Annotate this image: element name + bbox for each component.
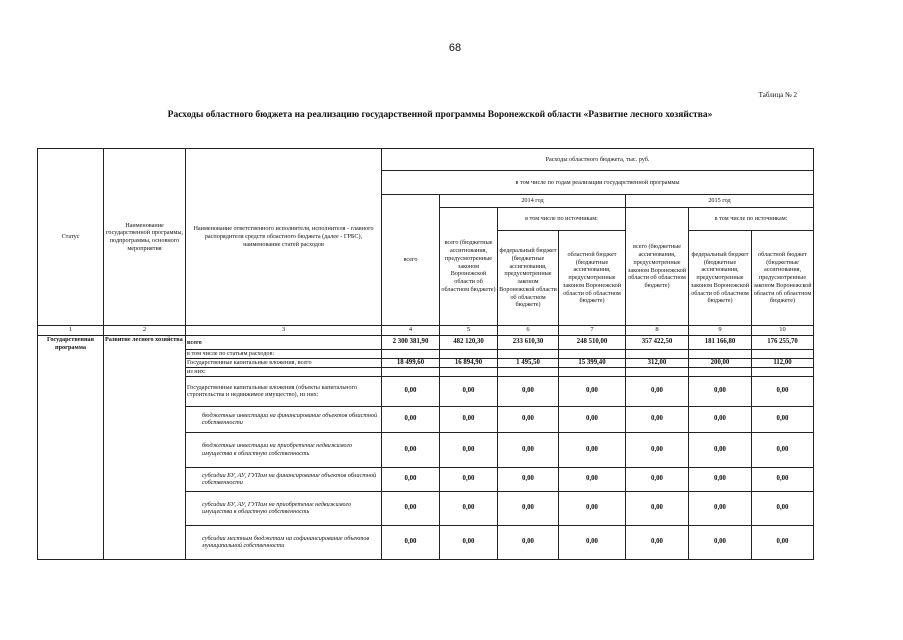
cell-total: 0,00 <box>382 406 440 432</box>
header-total: всего <box>382 195 440 326</box>
cell-2015-regional: 0,00 <box>752 432 814 467</box>
column-number: 7 <box>559 326 626 336</box>
header-2015-federal: федеральный бюджет (бюджетные ассигнования, предусмотренные законом Воронежской области об областном бюджете) <box>689 231 752 326</box>
header-2015-by-sources: в том числе по источникам: <box>689 208 814 231</box>
cell-2015-regional: 0,00 <box>752 525 814 559</box>
cell-2015-federal: 0,00 <box>689 525 752 559</box>
cell-2014-federal: 0,00 <box>498 491 559 525</box>
header-2014-federal: федеральный бюджет (бюджетные ассигнования, предусмотренные законом Воронежской области об областном бюджете) <box>498 231 559 326</box>
cell-2015-regional: 176 255,70 <box>752 336 814 350</box>
program-cell: Развитие лесного хозяйства <box>104 336 186 560</box>
cell-2015-total: 0,00 <box>626 432 689 467</box>
header-status: Статус <box>38 149 104 326</box>
row-label: субсидии БУ, АУ, ГУПам на приобретение недвижимого имущества в областную собственность <box>186 491 382 525</box>
cell-2014-total <box>440 368 498 377</box>
cell-2015-federal: 200,00 <box>689 358 752 367</box>
cell-2015-federal: 0,00 <box>689 491 752 525</box>
cell-2014-regional: 0,00 <box>559 376 626 406</box>
row-label: бюджетные инвестиции на приобретение недвижимого имущества в областную собственность <box>186 432 382 467</box>
cell-2015-regional: 0,00 <box>752 467 814 491</box>
cell-2015-total: 0,00 <box>626 525 689 559</box>
header-2015-regional: областной бюджет (бюджетные ассигнования, предусмотренные законом Воронежской области об областном бюджете) <box>752 231 814 326</box>
column-number: 6 <box>498 326 559 336</box>
page-number: 68 <box>448 42 462 54</box>
cell-2014-federal: 0,00 <box>498 525 559 559</box>
cell-total: 0,00 <box>382 432 440 467</box>
row-label: всего <box>186 336 382 350</box>
cell-2014-regional: 248 510,00 <box>559 336 626 350</box>
cell-2014-total: 0,00 <box>440 376 498 406</box>
cell-2014-federal: 0,00 <box>498 467 559 491</box>
cell-2014-federal: 0,00 <box>498 376 559 406</box>
cell-total: 18 499,60 <box>382 358 440 367</box>
cell-2014-federal <box>498 350 559 359</box>
cell-2014-total: 482 120,30 <box>440 336 498 350</box>
cell-2014-regional: 0,00 <box>559 491 626 525</box>
header-executor: Наименование ответственного исполнителя, исполнителя - главного распорядителя средств областного бюджета (далее - ГРБС), наименование статей расходов <box>186 149 382 326</box>
cell-2014-federal: 0,00 <box>498 406 559 432</box>
cell-2015-federal <box>689 350 752 359</box>
cell-2014-total: 0,00 <box>440 491 498 525</box>
column-number: 8 <box>626 326 689 336</box>
header-by-years: в том числе по годам реализации государственной программы <box>382 171 814 195</box>
cell-2015-federal: 0,00 <box>689 376 752 406</box>
cell-total: 2 300 381,90 <box>382 336 440 350</box>
cell-2015-federal: 0,00 <box>689 432 752 467</box>
cell-2015-total <box>626 350 689 359</box>
table-label: Таблица № 2 <box>758 91 797 99</box>
cell-2015-federal: 0,00 <box>689 467 752 491</box>
cell-2015-total: 312,00 <box>626 358 689 367</box>
cell-2014-total: 0,00 <box>440 467 498 491</box>
cell-2014-federal: 1 495,50 <box>498 358 559 367</box>
row-label: из них: <box>186 368 382 377</box>
cell-2015-total: 0,00 <box>626 467 689 491</box>
cell-2014-regional: 0,00 <box>559 432 626 467</box>
cell-2014-regional: 0,00 <box>559 525 626 559</box>
column-number: 10 <box>752 326 814 336</box>
row-label: Государственные капитальные вложения (объекты капитального строительства и недвижимое имущество), из них: <box>186 376 382 406</box>
header-2014-total: всего (бюджетные ассигнования, предусмотренные законом Воронежской области об областном бюджете) <box>440 208 498 326</box>
cell-2015-regional <box>752 350 814 359</box>
budget-table <box>37 148 814 560</box>
cell-2014-total: 0,00 <box>440 525 498 559</box>
header-2014-by-sources: в том числе по источникам: <box>498 208 626 231</box>
cell-2015-total: 357 422,50 <box>626 336 689 350</box>
cell-2014-total <box>440 350 498 359</box>
cell-total: 0,00 <box>382 525 440 559</box>
header-expenses: Расходы областного бюджета, тыс. руб. <box>382 149 814 171</box>
cell-2015-total: 0,00 <box>626 491 689 525</box>
cell-total <box>382 368 440 377</box>
cell-total: 0,00 <box>382 467 440 491</box>
cell-2014-regional <box>559 368 626 377</box>
column-number: 1 <box>38 326 104 336</box>
header-2015-total: всего (бюджетные ассигнования, предусмотренные законом Воронежской области об областном бюджете) <box>626 208 689 326</box>
column-number: 4 <box>382 326 440 336</box>
cell-2015-regional: 0,00 <box>752 491 814 525</box>
row-label: субсидии местным бюджетам на софинансирование объектов муниципальной собственности <box>186 525 382 559</box>
cell-2014-total: 0,00 <box>440 406 498 432</box>
cell-2014-regional <box>559 350 626 359</box>
cell-2014-regional: 0,00 <box>559 406 626 432</box>
header-2014-regional: областной бюджет (бюджетные ассигнования, предусмотренные законом Воронежской области об областном бюджете) <box>559 231 626 326</box>
document-title: Расходы областного бюджета на реализацию государственной программы Воронежской области «Развитие лесного хозяйства» <box>167 110 713 120</box>
header-year-2014: 2014 год <box>440 195 626 208</box>
row-label: Государственные капитальные вложения, всего <box>186 358 382 367</box>
cell-2015-regional: 0,00 <box>752 376 814 406</box>
column-number: 9 <box>689 326 752 336</box>
row-label: субсидии БУ, АУ, ГУПам на финансирование объектов областной собственности <box>186 467 382 491</box>
row-label: в том числе по статьям расходов: <box>186 350 382 359</box>
cell-2014-total: 0,00 <box>440 432 498 467</box>
status-cell: Государственная программа <box>38 336 104 560</box>
header-year-2015: 2015 год <box>626 195 814 208</box>
cell-2015-federal: 181 166,80 <box>689 336 752 350</box>
cell-2015-total: 0,00 <box>626 406 689 432</box>
cell-2015-federal: 0,00 <box>689 406 752 432</box>
cell-2015-total: 0,00 <box>626 376 689 406</box>
cell-2014-federal <box>498 368 559 377</box>
cell-2014-regional: 0,00 <box>559 467 626 491</box>
cell-2015-total <box>626 368 689 377</box>
cell-2015-regional <box>752 368 814 377</box>
header-program-name: Наименование государственной программы, подпрограммы, основного мероприятия <box>104 149 186 326</box>
row-label: бюджетные инвестиции на финансирование объектов областной собственности <box>186 406 382 432</box>
cell-total <box>382 350 440 359</box>
column-number: 2 <box>104 326 186 336</box>
cell-total: 0,00 <box>382 491 440 525</box>
cell-2015-regional: 112,00 <box>752 358 814 367</box>
column-number: 5 <box>440 326 498 336</box>
cell-2015-federal <box>689 368 752 377</box>
column-number: 3 <box>186 326 382 336</box>
cell-2014-total: 16 894,90 <box>440 358 498 367</box>
cell-2014-federal: 233 610,30 <box>498 336 559 350</box>
cell-2015-regional: 0,00 <box>752 406 814 432</box>
cell-total: 0,00 <box>382 376 440 406</box>
cell-2014-federal: 0,00 <box>498 432 559 467</box>
cell-2014-regional: 15 399,40 <box>559 358 626 367</box>
